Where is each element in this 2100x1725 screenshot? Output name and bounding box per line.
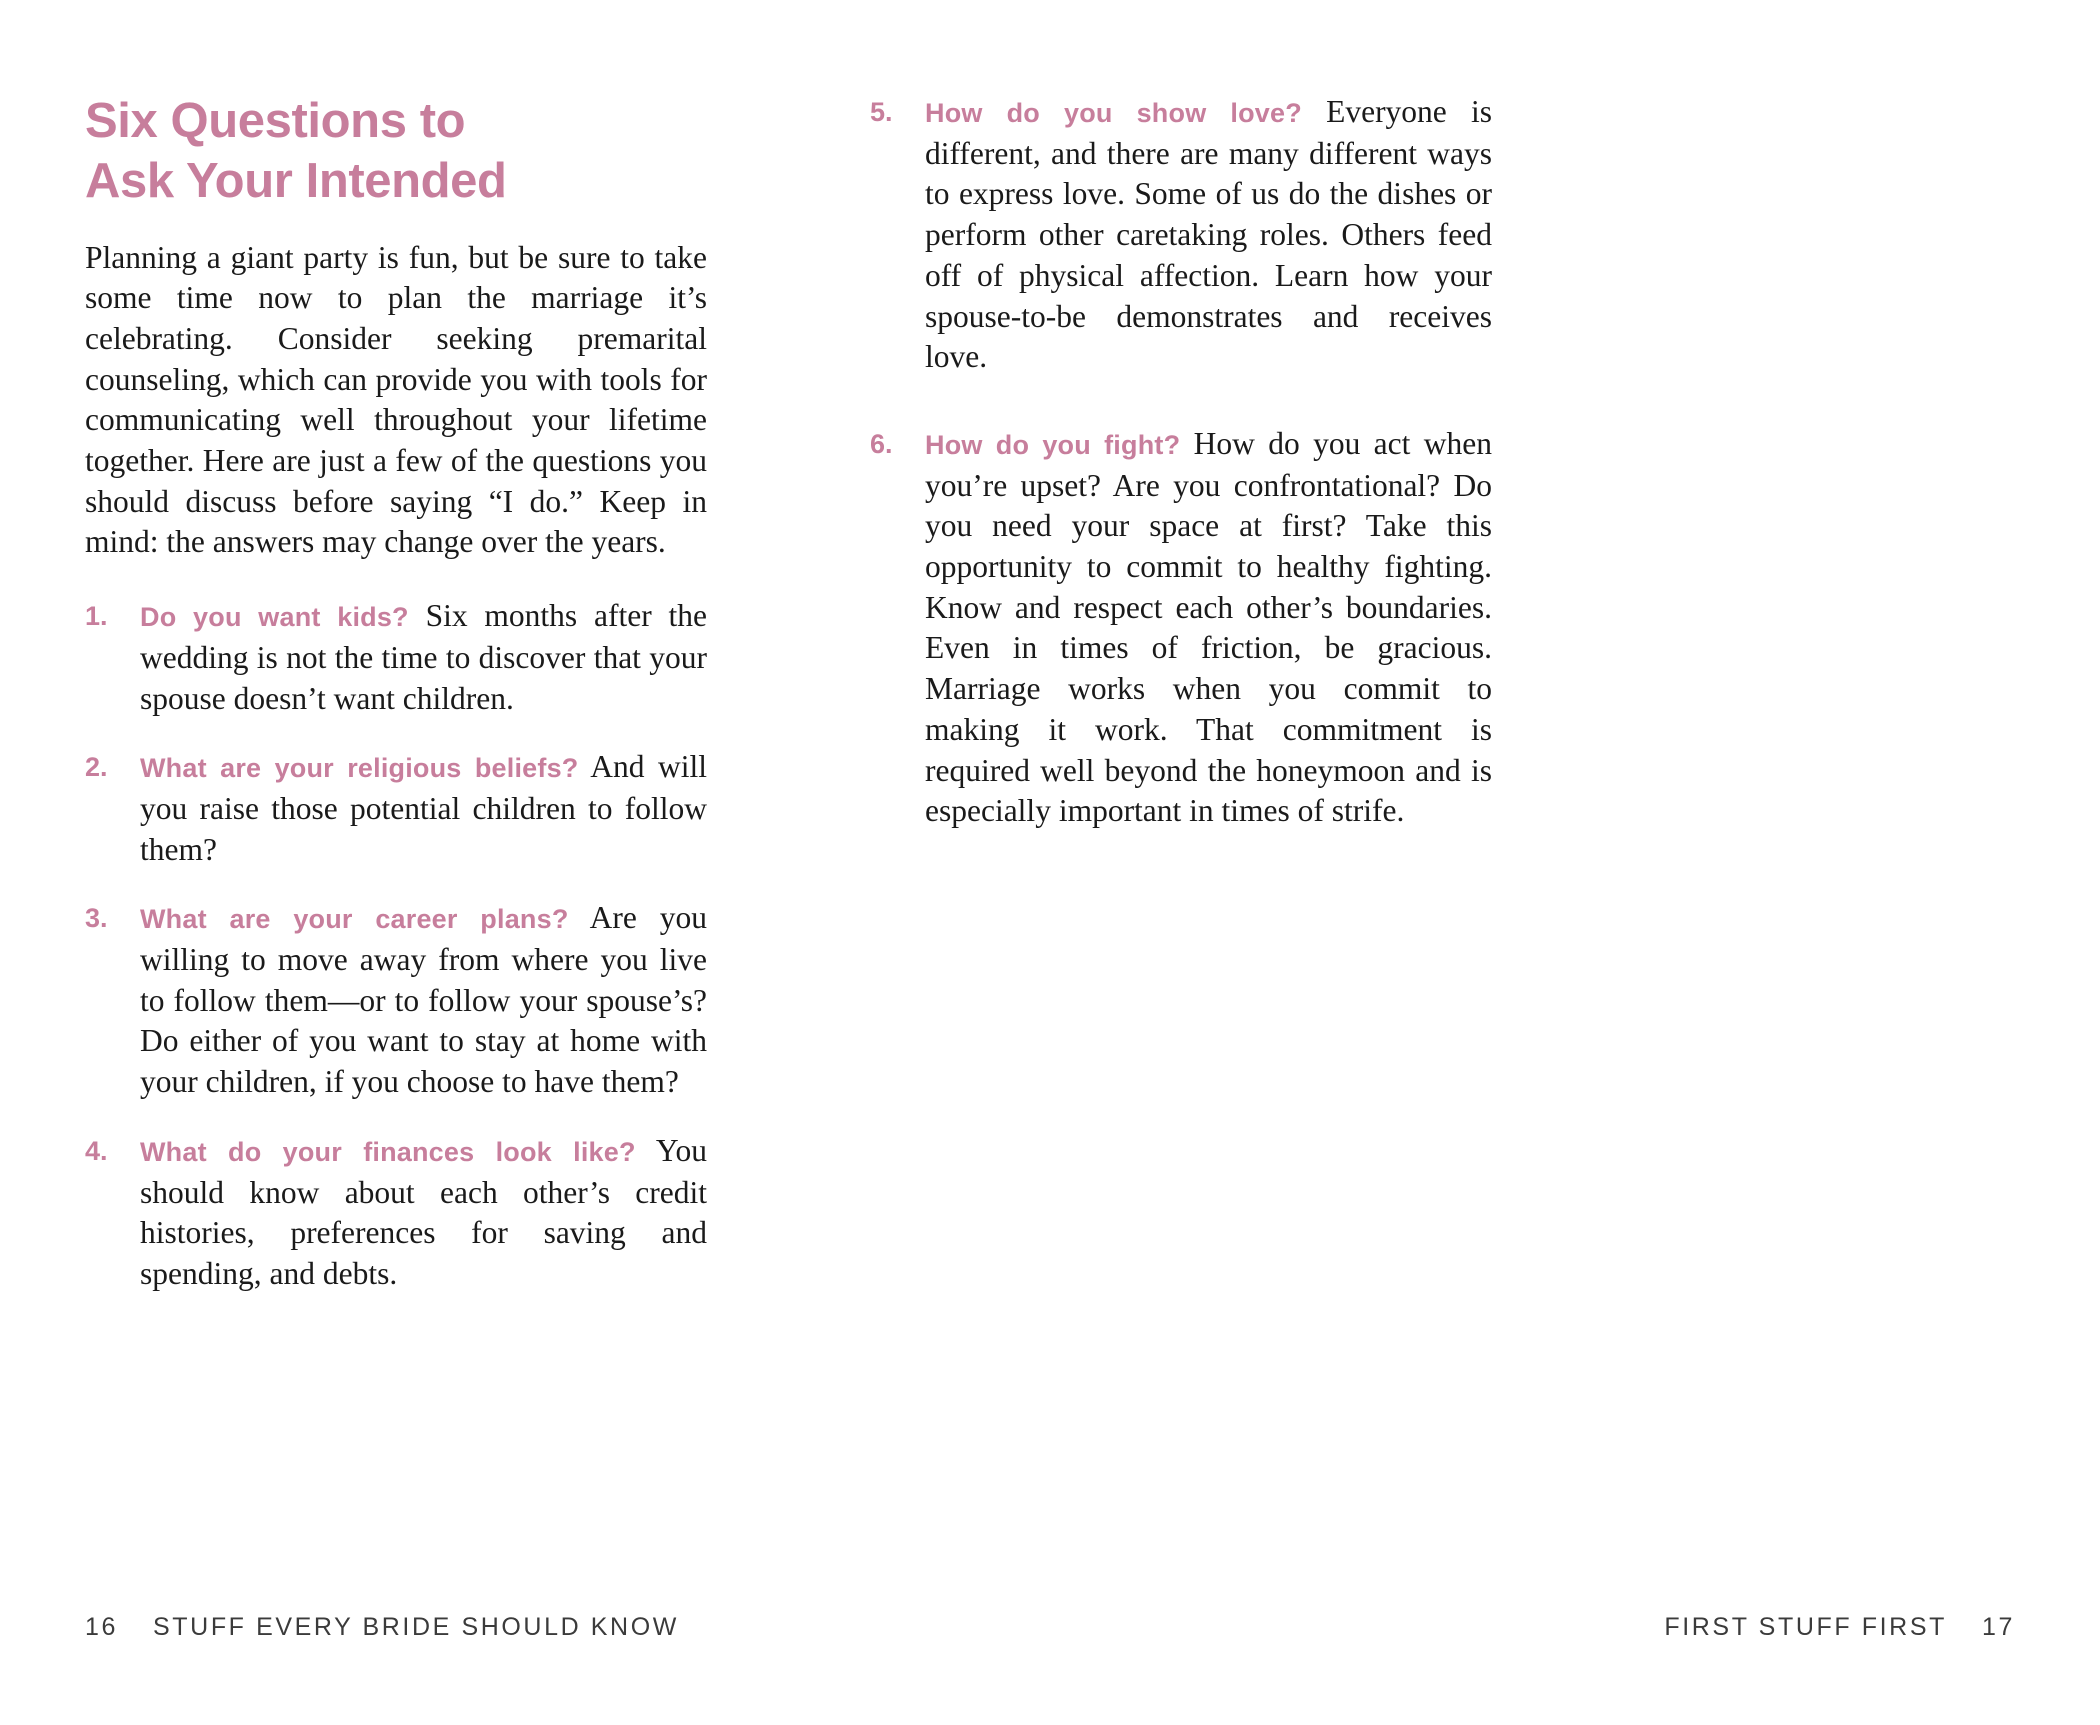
list-item-lead: How do you fight? bbox=[925, 429, 1181, 460]
right-page bbox=[870, 0, 1492, 1725]
intro-paragraph: Planning a giant party is fun, but be sure to take some time now to plan the marriage it’s celebrating. Consider seeking premarital counseling, which can provide you with tools for communicating well throughout your lifetime together. Here are just a few of the questions you should discuss before saying “I do.” Keep in mind: the answers may change over the years. bbox=[85, 239, 707, 560]
list-item-body: You should know about each other’s credit histories, preferences for saving and spending, and debts. bbox=[140, 1132, 707, 1291]
page-title bbox=[85, 92, 707, 212]
list-item bbox=[870, 92, 1492, 378]
list-item-body: How do you act when you’re upset? Are you confrontational? Do you need your space at first? Take this opportunity to commit to healthy fighting. Know and respect each other’s boundaries. Even in times of friction, be gracious. Marriage works when you commit to making it work. That commitment is required well beyond the honeymoon and is especially important in times of strife. bbox=[925, 425, 1492, 829]
question-list-left bbox=[85, 596, 707, 1295]
question-list-right bbox=[870, 92, 1492, 832]
list-item bbox=[870, 424, 1492, 832]
running-head-left: STUFF EVERY BRIDE SHOULD KNOW bbox=[153, 1613, 679, 1641]
list-item-lead: What are your religious beliefs? bbox=[140, 753, 579, 784]
page-number-right: 17 bbox=[1981, 1613, 2015, 1641]
list-item-number: 2. bbox=[85, 752, 108, 783]
list-item bbox=[85, 747, 707, 870]
list-item-lead: What do your finances look like? bbox=[140, 1136, 636, 1167]
left-page-content bbox=[85, 92, 707, 1295]
list-item-body: And will you raise those potential children to follow them? bbox=[140, 749, 707, 867]
list-item-body: Everyone is different, and there are many different ways to express love. Some of us do the dishes or perform other caretaking roles. Others feed off of physical affection. Learn how your spouse-to-be demonstrates and receives love. bbox=[925, 94, 1492, 375]
list-item-body: Six months after the wedding is not the time to discover that your spouse doesn’t want children. bbox=[140, 598, 708, 716]
list-item-number: 3. bbox=[85, 903, 108, 934]
list-item-number: 4. bbox=[85, 1135, 108, 1166]
list-item bbox=[85, 596, 707, 719]
left-page bbox=[85, 0, 707, 1725]
list-item-number: 5. bbox=[870, 97, 893, 127]
page-title-line-1: Six Questions to bbox=[85, 94, 466, 148]
list-item-lead: What are your career plans? bbox=[140, 904, 569, 935]
list-item-lead: How do you show love? bbox=[925, 98, 1302, 128]
running-head-right: FIRST STUFF FIRST bbox=[1664, 1613, 1947, 1641]
list-item bbox=[85, 898, 707, 1103]
right-page-content bbox=[870, 92, 1492, 878]
footer-left bbox=[85, 1613, 679, 1642]
list-item bbox=[85, 1131, 707, 1295]
list-item-number: 6. bbox=[870, 428, 893, 459]
list-item-lead: Do you want kids? bbox=[140, 602, 409, 633]
page-title-line-2: Ask Your Intended bbox=[85, 153, 507, 208]
list-item-number: 1. bbox=[85, 601, 108, 632]
list-item-body: Are you willing to move away from where you live to follow them—or to follow your spouse’s? Do either of you want to stay at home with your children, if you choose to have them? bbox=[140, 900, 708, 1100]
footer-right bbox=[1664, 1613, 2015, 1642]
page-number-left: 16 bbox=[85, 1613, 119, 1641]
